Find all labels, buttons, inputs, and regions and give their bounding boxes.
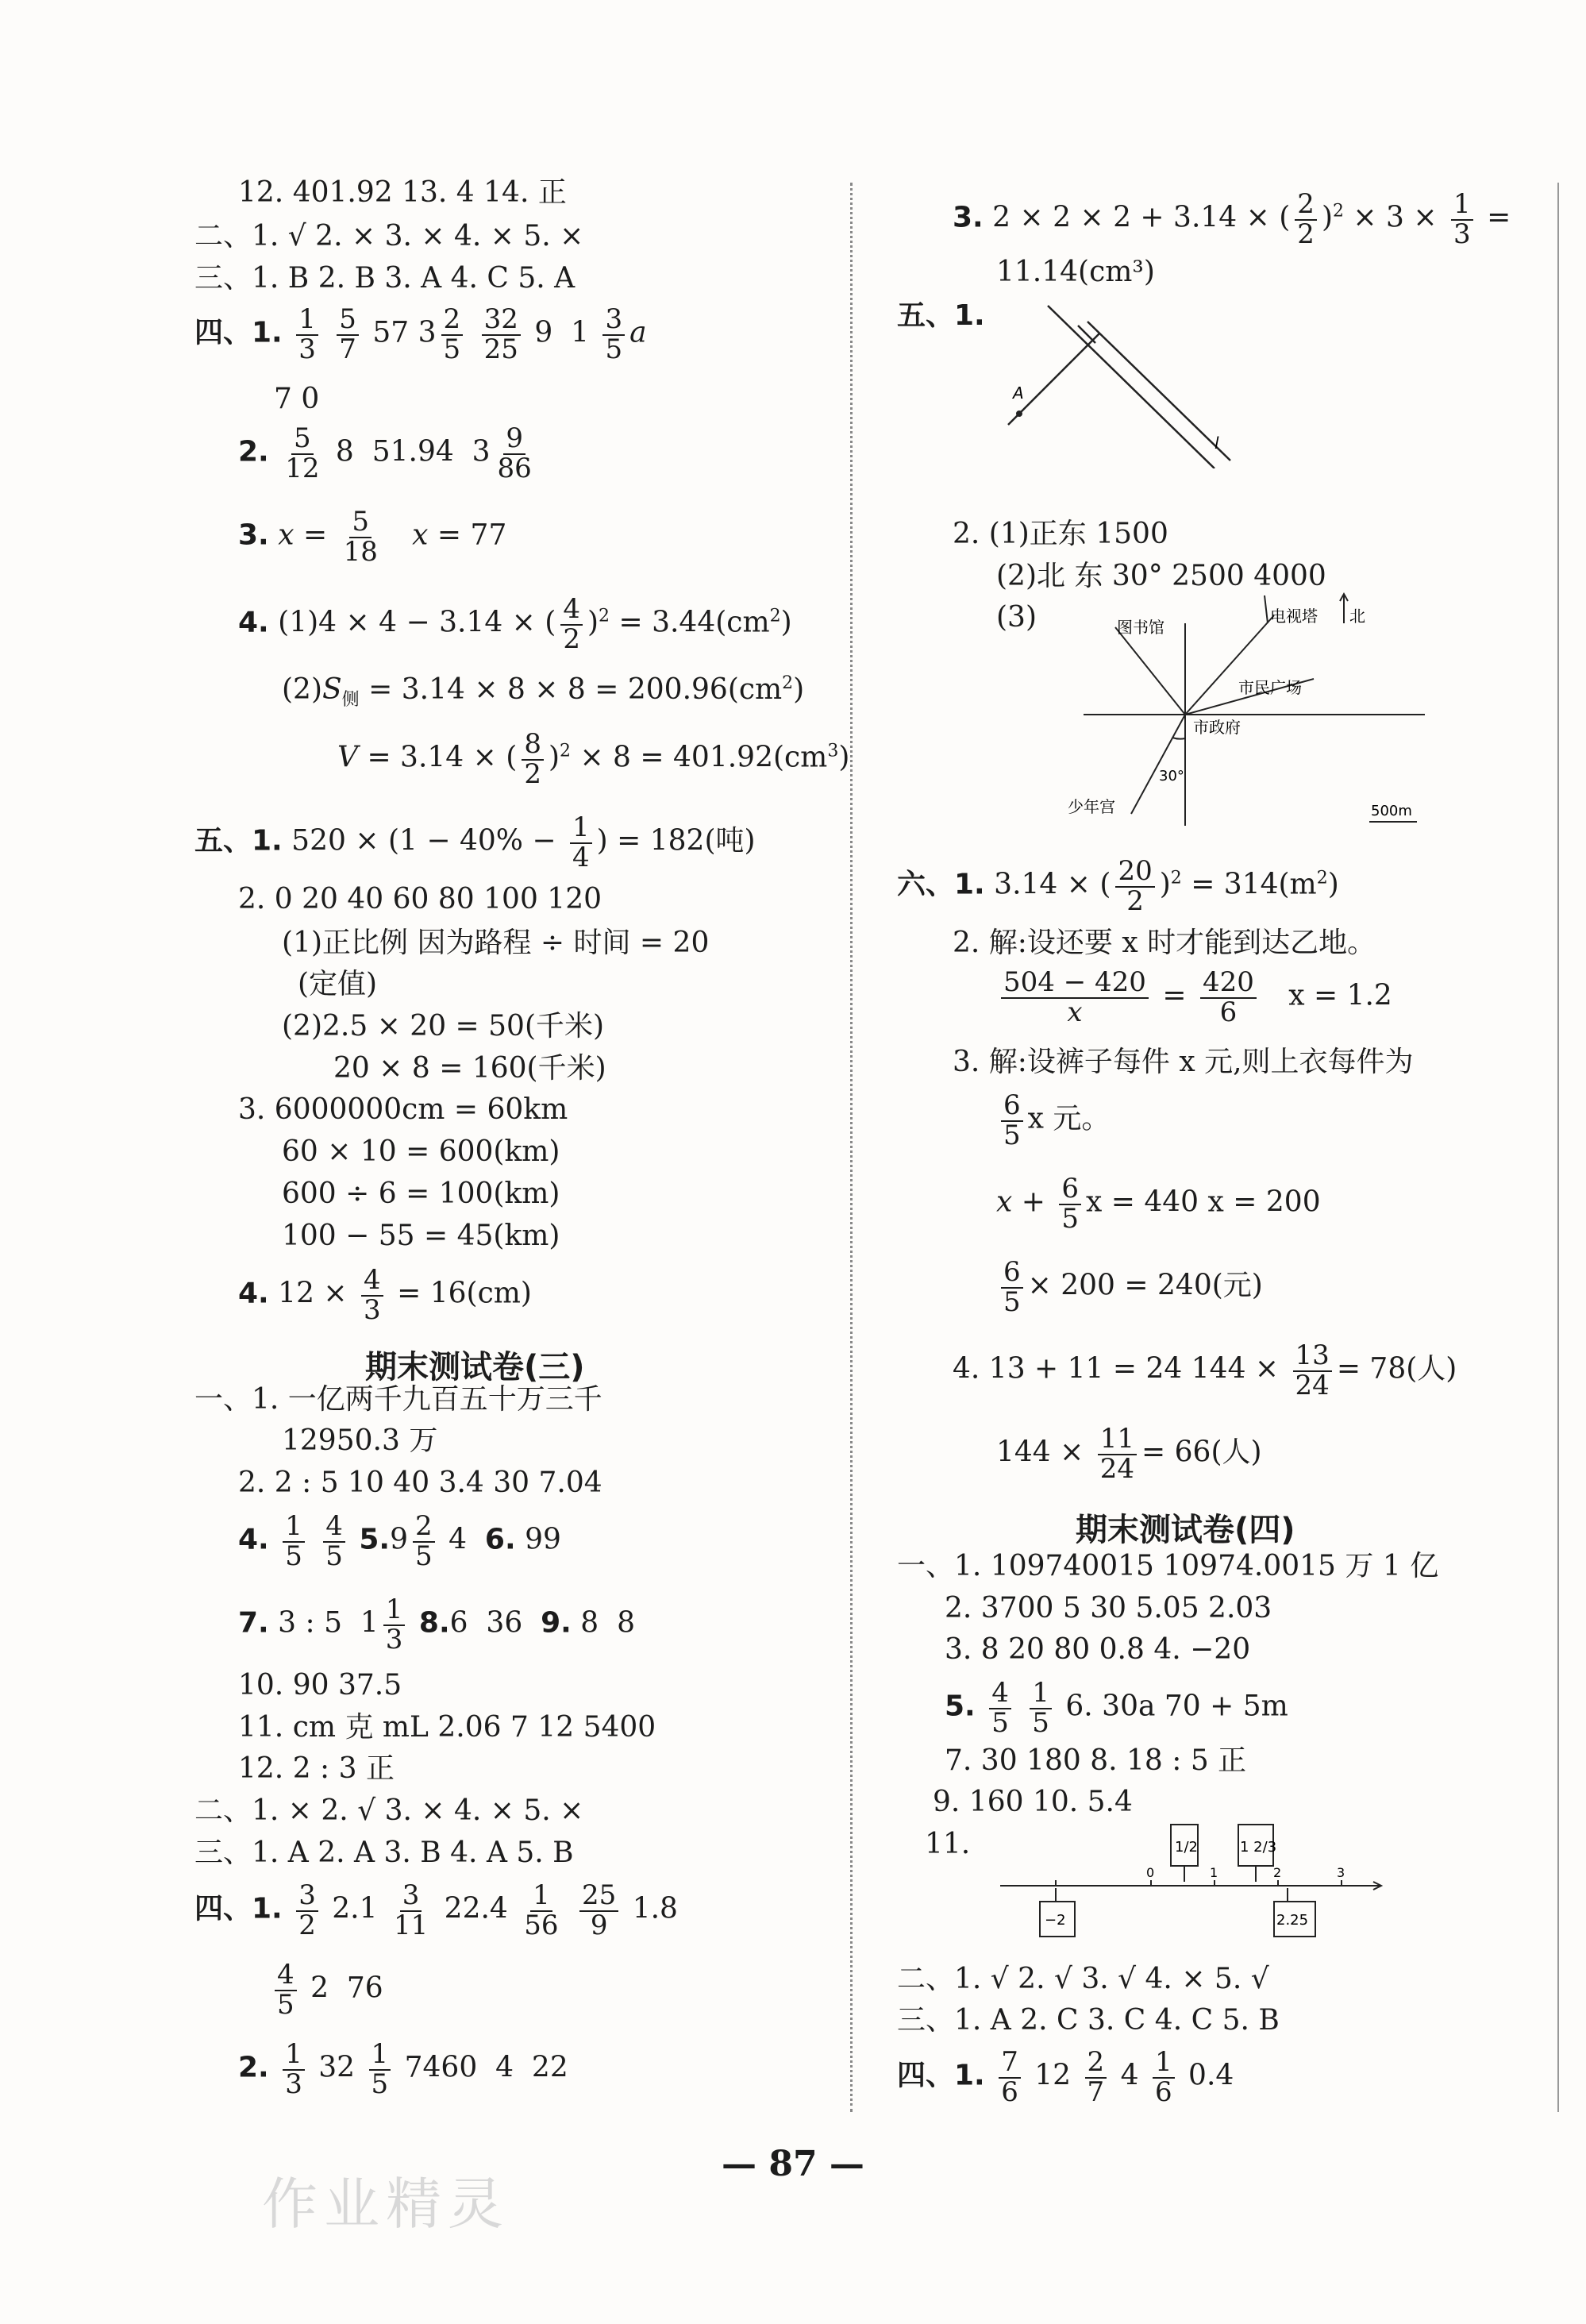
column-divider — [850, 183, 853, 2112]
nl-label-half: 1/2 — [1175, 1839, 1198, 1856]
map-label-youth-palace: 少年宫 — [1068, 797, 1115, 816]
section-4-q1: 四、1. $\frac{1}{3}$ $\frac{5}{7}$ 57 3 $\frac{2}{5}$ $\frac{32}{25}$ 9 1 $\frac{3}{5}$ a — [194, 303, 647, 365]
exam3-section-4-q1: 四、1. $\frac{3}{2}$ 2.1 $\frac{3}{11}$ 22.4 $\frac{1}{56}$ $\frac{25}{9}$ 1.8 — [194, 1879, 678, 1941]
right-section-6-q1: 六、1. 3.14 × ( $\frac{20}{2}$ )$^2 = 314(m^2)$ — [897, 855, 1339, 917]
section-2-answers: 二、1. √ 2. × 3. × 4. × 5. × — [194, 220, 584, 252]
section-5-q3c: 600 ÷ 6 = 100(km) — [282, 1177, 560, 1210]
right-q2-2: (2)北 东 30° 2500 4000 — [996, 560, 1326, 592]
exam3-section-3: 三、1. A 2. A 3. B 4. A 5. B — [194, 1836, 574, 1869]
nl-label-neg2: −2 — [1045, 1912, 1066, 1929]
nl-tick-3: 3 — [1337, 1865, 1345, 1880]
section-5-q1: 五、1. 520 × (1 − 40% − $\frac{1}{4}$ ) = 182(吨) — [194, 811, 756, 873]
right-q3-result: 11.14(cm³) — [996, 256, 1155, 288]
exam3-q7: 7. 3 : 5 1 $\frac{1}{3}$ 8.6 36 9. 8 8 — [238, 1594, 635, 1655]
exam4-q3: 3. 8 20 80 0.8 4. −20 — [945, 1633, 1251, 1666]
number-line-diagram — [992, 1818, 1389, 1953]
right-q3-formula: 3. 2 × 2 × 2 + 3.14 × ( $\frac{2}{2}$ )$^2$ × 3 × $\frac{1}{3}$ = — [953, 188, 1511, 250]
exam4-section-3: 三、1. A 2. C 3. C 4. C 5. B — [897, 2004, 1280, 2037]
parallel-lines-drawing — [1000, 294, 1262, 468]
exam4-section-2: 二、1. √ 2. √ 3. √ 4. × 5. √ — [897, 1963, 1269, 1995]
exam4-q5: 5. $\frac{4}{5}$ $\frac{1}{5}$ 6. 30a 70 + 5m — [945, 1677, 1288, 1739]
right-q2-1: 2. (1)正东 1500 — [953, 518, 1168, 550]
nl-tick-1: 1 — [1210, 1865, 1218, 1880]
map-label-north: 北 — [1349, 607, 1365, 626]
section-5-q3b: 60 × 10 = 600(km) — [282, 1135, 560, 1168]
exam3-q11: 11. cm 克 mL 2.06 7 12 5400 — [238, 1711, 656, 1744]
section-5-q2-1: (1)正比例 因为路程 ÷ 时间 = 20 — [282, 927, 710, 959]
right-q2-solution: x = 1.2 — [1288, 979, 1392, 1012]
exam4-q9: 9. 160 10. 5.4 — [933, 1786, 1133, 1818]
right-section-6-q2-eq: $\frac{504 - 420}{x}$ = $\frac{420}{6}$ x = 1.2 — [996, 969, 1392, 1027]
direction-map-diagram — [1068, 592, 1433, 830]
map-label-scale: 500m — [1371, 803, 1412, 819]
section-5-q4: 4. 12 × $\frac{4}{3}$ = 16(cm) — [238, 1264, 532, 1326]
exam3-q1: 一、1. 一亿两千九百五十万三千 — [194, 1383, 602, 1416]
right-margin-line — [1557, 183, 1559, 2112]
section-4-q4-1: 4. (1)4 × 4 − 3.14 × ( $\frac{4}{2}$ )$^2 = 3.44(cm^2)$ — [238, 593, 792, 655]
right-q4-start: 4. 13 + 11 = 24 144 × — [953, 1352, 1280, 1386]
svg-text:A: A — [1013, 383, 1024, 403]
section-5-q2-2b: 20 × 8 = 160(千米) — [333, 1052, 606, 1085]
section-5-label: 五、1. — [194, 824, 283, 858]
exam4-q11: 11. — [925, 1828, 971, 1860]
right-q3-price: × 200 = 240(元) — [1027, 1269, 1263, 1302]
nl-label-225: 2.25 — [1276, 1912, 1309, 1929]
right-q2-3: (3) — [996, 601, 1037, 634]
exam-3-title: 期末测试卷(三) — [365, 1349, 585, 1386]
right-q4-result1: = 78(人) — [1336, 1352, 1457, 1386]
exam3-section-4-q2: 2. $\frac{1}{3}$ 32 $\frac{1}{5}$ 7460 4 22 — [238, 2038, 568, 2100]
map-label-tv-tower: 电视塔 — [1270, 607, 1318, 626]
right-section-6-q4: 4. 13 + 11 = 24 144 × $\frac{13}{24}$ = 78(人) — [953, 1339, 1457, 1401]
line-12-14: 12. 401.92 13. 4 14. 正 — [238, 176, 567, 209]
nl-label-one-two-thirds: 1 2/3 — [1240, 1839, 1277, 1856]
right-section-6-q2: 2. 解:设还要 x 时才能到达乙地。 — [953, 927, 1376, 959]
right-q3-unit: x 元。 — [1027, 1102, 1111, 1135]
nl-tick-2: 2 — [1273, 1865, 1282, 1880]
exam4-q7: 7. 30 180 8. 18 : 5 正 — [945, 1744, 1247, 1777]
section-4-q1-tail: 7 0 — [274, 383, 320, 415]
section-4-q2: 2. $\frac{5}{12}$ 8 51.94 3 $\frac{9}{86}$ — [238, 422, 532, 484]
page-number: — 87 — — [722, 2144, 864, 2184]
map-label-angle: 30° — [1159, 768, 1184, 784]
watermark: 作业精灵 — [262, 2172, 510, 2237]
exam4-q1: 一、1. 109740015 10974.0015 万 1 亿 — [897, 1550, 1439, 1582]
section-4-q4-2: $(2)S_侧 = 3.14 \times 8 \times 8 = 200.96(cm^2)$ — [282, 673, 805, 711]
right-section-5-label: 五、1. — [897, 299, 985, 332]
exam3-q1b: 12950.3 万 — [282, 1424, 438, 1457]
section-5-q3: 3. 6000000cm = 60km — [238, 1093, 568, 1126]
right-section-6-q3-d: $\frac{6}{5}$ × 200 = 240(元) — [996, 1258, 1263, 1316]
exam3-section-2: 二、1. × 2. √ 3. × 4. × 5. × — [194, 1794, 584, 1827]
svg-text:l: l — [1215, 434, 1219, 453]
right-section-6-q4-b: 144 × $\frac{11}{24}$ = 66(人) — [996, 1423, 1262, 1485]
section-5-q3d: 100 − 55 = 45(km) — [282, 1220, 560, 1252]
section-4-q4-3: V = 3.14 × ( $\frac{8}{2}$ )$^2 \times 8 = 401.92(cm^3)$ — [337, 728, 850, 790]
section-5-q2: 2. 0 20 40 60 80 100 120 — [238, 883, 602, 915]
section-5-q2-2: (2)2.5 × 20 = 50(千米) — [282, 1010, 605, 1043]
exam4-q2: 2. 3700 5 30 5.05 2.03 — [945, 1592, 1272, 1624]
exam4-section-4-q1: 四、1. $\frac{7}{6}$ 12 $\frac{2}{7}$ 4 $\frac{1}{6}$ 0.4 — [897, 2046, 1234, 2108]
exam3-q12: 12. 2 : 3 正 — [238, 1752, 395, 1785]
right-section-6-q3-b: $\frac{6}{5}$ x 元。 — [996, 1092, 1110, 1150]
right-section-6-q3-c: x + $\frac{6}{5}$ x = 440 x = 200 — [996, 1173, 1321, 1235]
exam3-q2: 2. 2 : 5 10 40 3.4 30 7.04 — [238, 1466, 602, 1499]
section-5-q2-1b: (定值) — [298, 968, 378, 1000]
section-3-answers: 三、1. B 2. B 3. A 4. C 5. A — [194, 262, 576, 295]
exam3-q10: 10. 90 37.5 — [238, 1669, 402, 1702]
section-4-q3: 3. x = $\frac{5}{18}$ x = 77 — [238, 506, 507, 568]
right-q4-result2: = 66(人) — [1141, 1436, 1262, 1469]
exam4-q6: 6. 30a 70 + 5m — [1065, 1690, 1288, 1723]
map-label-city-hall: 市政府 — [1193, 718, 1241, 737]
exam-4-title: 期末测试卷(四) — [1076, 1512, 1295, 1548]
exam3-section-4-q1b: $\frac{4}{5}$ 2 76 — [270, 1961, 383, 2019]
map-label-library: 图书馆 — [1117, 618, 1164, 637]
map-label-plaza: 市民广场 — [1238, 678, 1302, 697]
right-q3-eq: x = 440 x = 200 — [1086, 1185, 1321, 1219]
right-section-6-q3: 3. 解:设裤子每件 x 元,则上衣每件为 — [953, 1046, 1414, 1078]
nl-tick-0: 0 — [1146, 1865, 1155, 1880]
exam3-q4: 4. $\frac{1}{5}$ $\frac{4}{5}$ 5.9 $\frac{2}{5}$ 4 6. 99 — [238, 1510, 561, 1572]
